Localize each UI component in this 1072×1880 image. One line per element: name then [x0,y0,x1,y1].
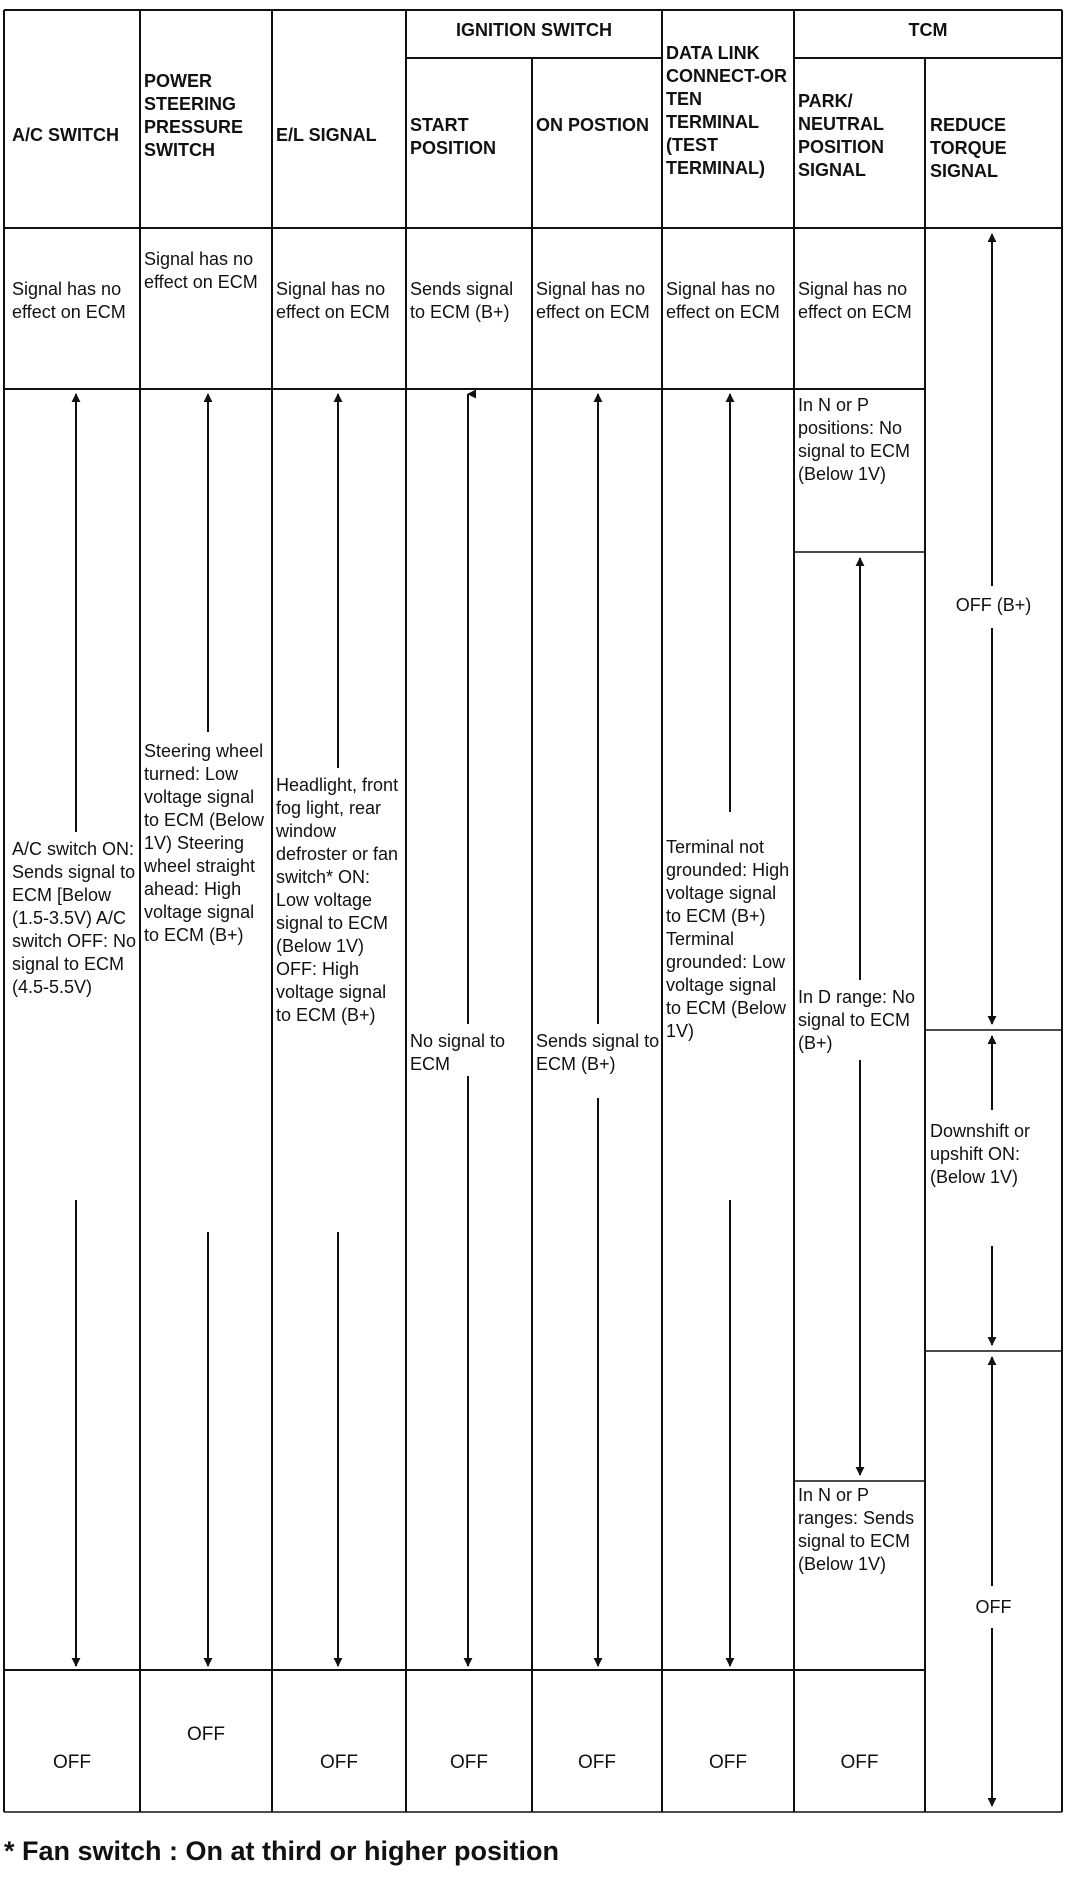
ac-switch-no-effect: Signal has no effect on ECM [12,279,126,322]
ac-switch-active: A/C switch ON: Sends signal to ECM [Below (1.5-3.5V) A/C switch OFF: No signal to ECM (4.5-5.5V) [12,839,137,997]
footnote: * Fan switch : On at third or higher position [4,1836,560,1866]
park-neutral-n-p-positions: In N or P positions: No signal to ECM (Below 1V) [798,394,922,486]
header-reduce-torque: REDUCE TORQUE SIGNAL [930,115,1007,181]
header-ac-switch: A/C SWITCH [12,125,119,145]
group-header-ignition-switch: IGNITION SWITCH [456,20,612,40]
data-link-no-effect: Signal has no effect on ECM [666,279,780,322]
start-position-off: OFF [450,1752,488,1773]
on-position-off: OFF [578,1752,616,1773]
start-position-no-signal: No signal to ECM [410,1030,528,1076]
reduce-torque-off: OFF [927,1596,1060,1619]
header-on-position: ON POSTION [536,115,650,135]
on-position-sends-signal: Sends signal to ECM (B+) [536,1031,660,1074]
power-steering-off: OFF [187,1724,225,1745]
power-steering-no-effect: Signal has no effect on ECM [144,249,258,292]
header-park-neutral: PARK/ NEUTRAL POSITION SIGNAL [798,91,885,180]
reduce-torque-downshift: Downshift or upshift ON: (Below 1V) [930,1120,1060,1189]
ac-switch-off: OFF [53,1752,91,1773]
header-data-link: DATA LINK CONNECT-OR TEN TERMINAL (TEST TERMINAL) [666,43,787,178]
power-steering-active: Steering wheel turned: Low voltage signal to ECM (Below 1V) Steering wheel straight ahead: High voltage signal to ECM (B+) [144,740,270,947]
el-signal-active: Headlight, front fog light, rear window defroster or fan switch* ON: Low voltage signal to ECM (Below 1V) OFF: High voltage signal to ECM (B+) [276,774,404,1027]
start-position-sends-signal: Sends signal to ECM (B+) [410,279,514,322]
data-link-off: OFF [709,1752,747,1773]
park-neutral-n-p-ranges: In N or P ranges: Sends signal to ECM (Below 1V) [798,1484,922,1576]
on-position-no-effect: Signal has no effect on ECM [536,279,650,322]
park-neutral-off: OFF [840,1752,879,1773]
header-power-steering: POWER STEERING PRESSURE SWITCH [144,71,244,160]
header-el-signal: E/L SIGNAL [276,125,377,145]
header-start-position: START POSITION [410,115,497,158]
data-link-active: Terminal not grounded: High voltage signal to ECM (B+) Terminal grounded: Low voltage signal to ECM (Below 1V) [666,836,792,1043]
reduce-torque-off-bplus: OFF (B+) [927,594,1060,617]
park-neutral-d-range: In D range: No signal to ECM (B+) [798,986,922,1055]
group-header-tcm: TCM [908,20,948,40]
el-signal-no-effect: Signal has no effect on ECM [276,279,390,322]
park-neutral-no-effect: Signal has no effect on ECM [798,279,912,322]
el-signal-off: OFF [320,1752,358,1773]
